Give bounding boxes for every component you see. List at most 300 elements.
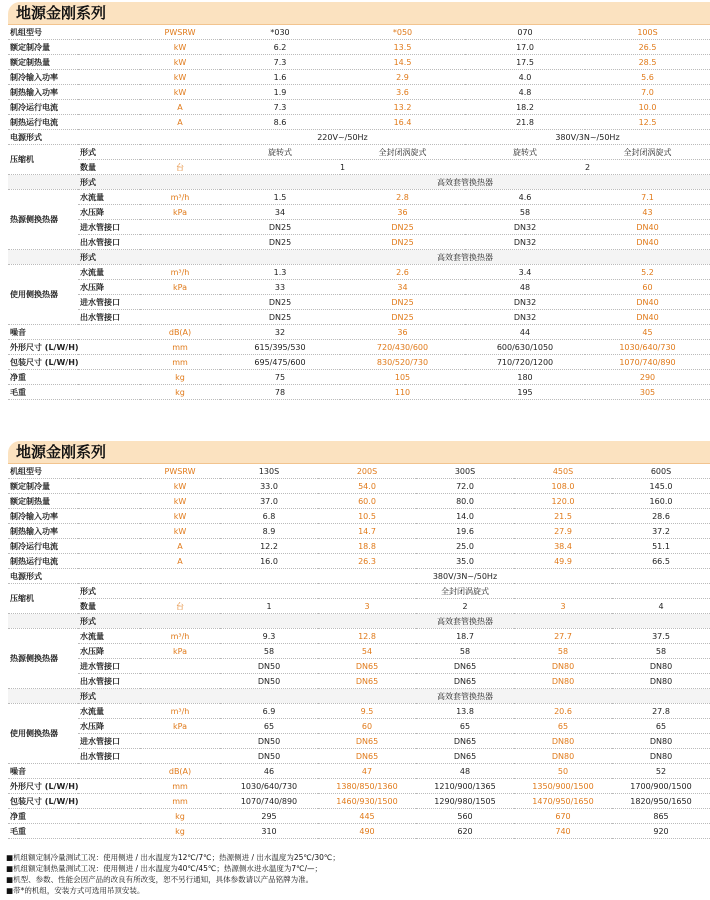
spec-row <box>8 325 710 340</box>
cell-value: 180 <box>465 370 585 385</box>
cell-value: 195 <box>465 385 585 400</box>
cell-value: 1.5 <box>220 190 340 205</box>
cell-value: 9.3 <box>220 629 318 644</box>
compressor-qty-row <box>8 160 710 175</box>
row-unit: kW <box>140 70 220 85</box>
spec-table-2 <box>8 464 710 839</box>
cell-value: 720/430/600 <box>340 340 465 355</box>
cell-value: 58 <box>416 644 514 659</box>
spec-row <box>8 494 710 509</box>
model-row <box>8 464 710 479</box>
cell-value: 620 <box>416 824 514 839</box>
power-value: 380V/3N~/50Hz <box>465 130 710 145</box>
section-1-header <box>8 2 710 25</box>
src-flow-row <box>8 629 710 644</box>
use-type-row <box>8 250 710 265</box>
spec-row <box>8 70 710 85</box>
cell-value: 12.8 <box>318 629 416 644</box>
model-label: 机组型号 <box>8 25 140 40</box>
use-type-row <box>8 689 710 704</box>
form-label: 形式 <box>78 175 140 190</box>
flow-label: 水流量 <box>78 704 140 719</box>
cell-value: 740 <box>514 824 612 839</box>
model-code: PWSRW <box>140 25 220 40</box>
flow-label: 水流量 <box>78 265 140 280</box>
compressor-type: 全封闭涡旋式 <box>220 584 710 599</box>
row-label: 制冷输入功率 <box>8 509 140 524</box>
cell-value: 10.0 <box>585 100 710 115</box>
footnote: ■机组额定制冷量测试工况：使用侧进 / 出水温度为12℃/7℃；热源侧进 / 出水温度为25℃/30℃； <box>6 853 340 862</box>
cell-value: DN25 <box>220 220 340 235</box>
spec-row <box>8 355 710 370</box>
section-2-header <box>8 441 710 464</box>
model-name: 600S <box>612 464 710 479</box>
footnotes <box>6 852 340 896</box>
cell-value: 3 <box>318 599 416 614</box>
row-label: 外形尺寸 (L/W/H) <box>8 779 140 794</box>
section-2-title: 地源金刚系列 <box>16 443 107 461</box>
cell-value: 2.6 <box>340 265 465 280</box>
cell-value: DN65 <box>318 659 416 674</box>
cell-value: 60 <box>318 719 416 734</box>
cell-value: 38.4 <box>514 539 612 554</box>
use-out-row <box>8 749 710 764</box>
footnote: ■机组额定制热量测试工况：使用侧进 / 出水温度为40℃/45℃；热源侧水进水温度为7℃/—； <box>6 864 323 873</box>
source-hx-label: 热源侧换热器 <box>8 190 78 250</box>
cell-value: 1290/980/1505 <box>416 794 514 809</box>
cell-value: 4 <box>612 599 710 614</box>
spec-row <box>8 479 710 494</box>
cell-value: DN25 <box>340 310 465 325</box>
cell-value: 18.2 <box>465 100 585 115</box>
cell-value: 26.3 <box>318 554 416 569</box>
inlet-label: 进水管接口 <box>78 659 140 674</box>
cell-value: 75 <box>220 370 340 385</box>
cell-value: 34 <box>340 280 465 295</box>
cell-value: 43 <box>585 205 710 220</box>
cell-value: 710/720/1200 <box>465 355 585 370</box>
cell-value: 16.4 <box>340 115 465 130</box>
cell-value: 830/520/730 <box>340 355 465 370</box>
cell-value: DN50 <box>220 749 318 764</box>
cell-value: 14.7 <box>318 524 416 539</box>
cell-value: 52 <box>612 764 710 779</box>
cell-value: 37.5 <box>612 629 710 644</box>
src-in-row <box>8 659 710 674</box>
cell-value: 27.9 <box>514 524 612 539</box>
inlet-label: 进水管接口 <box>78 220 140 235</box>
cell-value: DN32 <box>465 235 585 250</box>
cell-value: 54 <box>318 644 416 659</box>
row-unit: kg <box>140 824 220 839</box>
src-type-row <box>8 614 710 629</box>
cell-value: DN25 <box>220 295 340 310</box>
cell-value: 25.0 <box>416 539 514 554</box>
cell-value: 6.8 <box>220 509 318 524</box>
compressor-type: 全封闭涡旋式 <box>585 145 710 160</box>
cell-value: 37.0 <box>220 494 318 509</box>
cell-value: 78 <box>220 385 340 400</box>
flow-unit: m³/h <box>140 265 220 280</box>
cell-value: 26.5 <box>585 40 710 55</box>
row-label: 毛重 <box>8 385 140 400</box>
cell-value: 32 <box>220 325 340 340</box>
inlet-label: 进水管接口 <box>78 734 140 749</box>
row-unit: mm <box>140 779 220 794</box>
cell-value: 60 <box>585 280 710 295</box>
cell-value: 45 <box>585 325 710 340</box>
cell-value: DN40 <box>585 220 710 235</box>
cell-value: DN32 <box>465 295 585 310</box>
src-dp-row <box>8 644 710 659</box>
row-label: 外形尺寸 (L/W/H) <box>8 340 140 355</box>
cell-value: DN80 <box>514 674 612 689</box>
dp-label: 水压降 <box>78 719 140 734</box>
spec-row <box>8 100 710 115</box>
section-1-title: 地源金刚系列 <box>16 4 107 22</box>
cell-value: 44 <box>465 325 585 340</box>
row-label: 制热输入功率 <box>8 524 140 539</box>
row-unit: dB(A) <box>140 764 220 779</box>
row-unit: kW <box>140 479 220 494</box>
row-unit: kW <box>140 40 220 55</box>
row-unit: A <box>140 554 220 569</box>
cell-value: 1030/640/730 <box>585 340 710 355</box>
cell-value: DN40 <box>585 295 710 310</box>
cell-value: 36 <box>340 325 465 340</box>
qty-label: 数量 <box>78 160 140 175</box>
cell-value: DN65 <box>318 674 416 689</box>
dp-unit: kPa <box>140 280 220 295</box>
dp-label: 水压降 <box>78 205 140 220</box>
cell-value: DN65 <box>318 749 416 764</box>
row-label: 制冷运行电流 <box>8 539 140 554</box>
qty-value: 2 <box>465 160 710 175</box>
cell-value: 12.2 <box>220 539 318 554</box>
cell-value: 490 <box>318 824 416 839</box>
outlet-label: 出水管接口 <box>78 235 140 250</box>
cell-value: DN50 <box>220 659 318 674</box>
power-value: 220V~/50Hz <box>220 130 465 145</box>
cell-value: 18.8 <box>318 539 416 554</box>
cell-value: 12.5 <box>585 115 710 130</box>
outlet-label: 出水管接口 <box>78 749 140 764</box>
compressor-type: 旋转式 <box>220 145 340 160</box>
cell-value: 445 <box>318 809 416 824</box>
cell-value: DN40 <box>585 235 710 250</box>
cell-value: 865 <box>612 809 710 824</box>
cell-value: 600/630/1050 <box>465 340 585 355</box>
row-label: 制热输入功率 <box>8 85 140 100</box>
spec-table-1 <box>8 25 710 400</box>
cell-value: 670 <box>514 809 612 824</box>
cell-value: 66.5 <box>612 554 710 569</box>
hx-type: 高效套管换热器 <box>220 689 710 704</box>
cell-value: 58 <box>465 205 585 220</box>
cell-value: 4.8 <box>465 85 585 100</box>
row-label: 额定制冷量 <box>8 40 140 55</box>
cell-value: 13.2 <box>340 100 465 115</box>
form-label: 形式 <box>78 689 140 704</box>
cell-value: 1470/950/1650 <box>514 794 612 809</box>
cell-value: 1.9 <box>220 85 340 100</box>
cell-value: DN65 <box>318 734 416 749</box>
cell-value: 72.0 <box>416 479 514 494</box>
cell-value: DN32 <box>465 310 585 325</box>
compressor-type-row <box>8 145 710 160</box>
power-value: 380V/3N~/50Hz <box>220 569 710 584</box>
cell-value: DN25 <box>340 220 465 235</box>
use-hx-label: 使用侧换热器 <box>8 265 78 325</box>
cell-value: 7.3 <box>220 55 340 70</box>
footnote: ■机型、参数、性能会因产品的改良有所改变，恕不另行通知，具体参数请以产品铭牌为准。 <box>6 875 314 884</box>
cell-value: 65 <box>220 719 318 734</box>
cell-value: DN25 <box>340 295 465 310</box>
spec-row <box>8 509 710 524</box>
dp-label: 水压降 <box>78 280 140 295</box>
cell-value: 19.6 <box>416 524 514 539</box>
flow-unit: m³/h <box>140 629 220 644</box>
cell-value: 34 <box>220 205 340 220</box>
compressor-type: 旋转式 <box>465 145 585 160</box>
dp-label: 水压降 <box>78 644 140 659</box>
cell-value: 1070/740/890 <box>585 355 710 370</box>
spec-row <box>8 824 710 839</box>
cell-value: 695/475/600 <box>220 355 340 370</box>
model-name: 130S <box>220 464 318 479</box>
dp-unit: kPa <box>140 644 220 659</box>
cell-value: 8.6 <box>220 115 340 130</box>
cell-value: 13.8 <box>416 704 514 719</box>
spec-row <box>8 40 710 55</box>
qty-label: 数量 <box>78 599 140 614</box>
cell-value: 7.3 <box>220 100 340 115</box>
spec-row <box>8 115 710 130</box>
hx-type: 高效套管换热器 <box>220 250 710 265</box>
form-label: 形式 <box>78 250 140 265</box>
row-label: 包装尺寸 (L/W/H) <box>8 355 140 370</box>
cell-value: 13.5 <box>340 40 465 55</box>
dp-unit: kPa <box>140 205 220 220</box>
row-label: 额定制热量 <box>8 55 140 70</box>
cell-value: 4.6 <box>465 190 585 205</box>
cell-value: 4.0 <box>465 70 585 85</box>
cell-value: 305 <box>585 385 710 400</box>
cell-value: 1350/900/1500 <box>514 779 612 794</box>
cell-value: 1210/900/1365 <box>416 779 514 794</box>
cell-value: 9.5 <box>318 704 416 719</box>
form-label: 形式 <box>78 145 140 160</box>
outlet-label: 出水管接口 <box>78 674 140 689</box>
row-unit: A <box>140 539 220 554</box>
row-unit: dB(A) <box>140 325 220 340</box>
row-label: 噪音 <box>8 764 140 779</box>
cell-value: 33 <box>220 280 340 295</box>
cell-value: DN80 <box>612 674 710 689</box>
flow-unit: m³/h <box>140 704 220 719</box>
cell-value: 1380/850/1360 <box>318 779 416 794</box>
cell-value: 6.9 <box>220 704 318 719</box>
use-in-row <box>8 734 710 749</box>
cell-value: 10.5 <box>318 509 416 524</box>
cell-value: 1820/950/1650 <box>612 794 710 809</box>
cell-value: 28.6 <box>612 509 710 524</box>
power-label: 电源形式 <box>8 130 220 145</box>
compressor-type-row <box>8 584 710 599</box>
cell-value: 48 <box>416 764 514 779</box>
spec-section-1 <box>8 2 710 400</box>
cell-value: 6.2 <box>220 40 340 55</box>
cell-value: DN40 <box>585 310 710 325</box>
cell-value: DN80 <box>514 749 612 764</box>
cell-value: 1 <box>220 599 318 614</box>
spec-row <box>8 764 710 779</box>
cell-value: 560 <box>416 809 514 824</box>
cell-value: 54.0 <box>318 479 416 494</box>
row-label: 制冷输入功率 <box>8 70 140 85</box>
cell-value: 21.8 <box>465 115 585 130</box>
qty-unit: 台 <box>140 160 220 175</box>
cell-value: 21.5 <box>514 509 612 524</box>
row-label: 包装尺寸 (L/W/H) <box>8 794 140 809</box>
outlet-label: 出水管接口 <box>78 310 140 325</box>
cell-value: 16.0 <box>220 554 318 569</box>
cell-value: 1070/740/890 <box>220 794 318 809</box>
cell-value: 1700/900/1500 <box>612 779 710 794</box>
cell-value: DN65 <box>416 659 514 674</box>
src-out-row <box>8 235 710 250</box>
cell-value: 65 <box>416 719 514 734</box>
row-unit: kW <box>140 85 220 100</box>
use-in-row <box>8 295 710 310</box>
cell-value: 60.0 <box>318 494 416 509</box>
row-unit: kg <box>140 370 220 385</box>
cell-value: DN80 <box>612 659 710 674</box>
cell-value: DN65 <box>416 749 514 764</box>
row-unit: mm <box>140 794 220 809</box>
cell-value: 28.5 <box>585 55 710 70</box>
cell-value: 290 <box>585 370 710 385</box>
row-label: 制热运行电流 <box>8 115 140 130</box>
compressor-label: 压缩机 <box>8 145 78 175</box>
cell-value: DN80 <box>612 749 710 764</box>
cell-value: DN25 <box>220 310 340 325</box>
flow-label: 水流量 <box>78 190 140 205</box>
src-type-row <box>8 175 710 190</box>
model-name: 100S <box>585 25 710 40</box>
cell-value: 7.0 <box>585 85 710 100</box>
cell-value: DN65 <box>416 734 514 749</box>
cell-value: 1030/640/730 <box>220 779 318 794</box>
cell-value: 35.0 <box>416 554 514 569</box>
cell-value: 20.6 <box>514 704 612 719</box>
model-label: 机组型号 <box>8 464 140 479</box>
cell-value: 65 <box>514 719 612 734</box>
spec-row <box>8 554 710 569</box>
src-flow-row <box>8 190 710 205</box>
compressor-label: 压缩机 <box>8 584 78 614</box>
cell-value: 58 <box>220 644 318 659</box>
cell-value: 110 <box>340 385 465 400</box>
dp-unit: kPa <box>140 719 220 734</box>
qty-unit: 台 <box>140 599 220 614</box>
row-unit: kg <box>140 809 220 824</box>
row-label: 净重 <box>8 370 140 385</box>
flow-unit: m³/h <box>140 190 220 205</box>
spec-row <box>8 809 710 824</box>
row-label: 制热运行电流 <box>8 554 140 569</box>
model-name: 070 <box>465 25 585 40</box>
row-label: 噪音 <box>8 325 140 340</box>
cell-value: DN65 <box>416 674 514 689</box>
cell-value: 49.9 <box>514 554 612 569</box>
spec-row <box>8 385 710 400</box>
cell-value: 145.0 <box>612 479 710 494</box>
cell-value: 18.7 <box>416 629 514 644</box>
cell-value: 58 <box>612 644 710 659</box>
row-label: 毛重 <box>8 824 140 839</box>
cell-value: 105 <box>340 370 465 385</box>
footnote: ■带*的机组，安装方式可选用吊顶安装。 <box>6 886 145 895</box>
model-code: PWSRW <box>140 464 220 479</box>
hx-type: 高效套管换热器 <box>220 614 710 629</box>
cell-value: 46 <box>220 764 318 779</box>
src-dp-row <box>8 205 710 220</box>
cell-value: 5.2 <box>585 265 710 280</box>
cell-value: 3.4 <box>465 265 585 280</box>
use-out-row <box>8 310 710 325</box>
row-unit: A <box>140 115 220 130</box>
model-name: *030 <box>220 25 340 40</box>
cell-value: 310 <box>220 824 318 839</box>
cell-value: 108.0 <box>514 479 612 494</box>
use-dp-row <box>8 280 710 295</box>
cell-value: 3.6 <box>340 85 465 100</box>
cell-value: 2 <box>416 599 514 614</box>
cell-value: 1.3 <box>220 265 340 280</box>
cell-value: 27.8 <box>612 704 710 719</box>
cell-value: 37.2 <box>612 524 710 539</box>
src-out-row <box>8 674 710 689</box>
spec-row <box>8 539 710 554</box>
cell-value: 5.6 <box>585 70 710 85</box>
cell-value: 3 <box>514 599 612 614</box>
cell-value: 50 <box>514 764 612 779</box>
src-in-row <box>8 220 710 235</box>
power-row <box>8 130 710 145</box>
form-label: 形式 <box>78 614 140 629</box>
cell-value: 17.5 <box>465 55 585 70</box>
model-name: 450S <box>514 464 612 479</box>
model-name: 200S <box>318 464 416 479</box>
cell-value: 2.8 <box>340 190 465 205</box>
row-unit: kW <box>140 524 220 539</box>
flow-label: 水流量 <box>78 629 140 644</box>
row-label: 制冷运行电流 <box>8 100 140 115</box>
cell-value: 7.1 <box>585 190 710 205</box>
cell-value: 36 <box>340 205 465 220</box>
spec-section-2 <box>8 441 710 839</box>
cell-value: 1.6 <box>220 70 340 85</box>
cell-value: DN80 <box>514 659 612 674</box>
cell-value: DN25 <box>340 235 465 250</box>
source-hx-label: 热源侧换热器 <box>8 629 78 689</box>
cell-value: 33.0 <box>220 479 318 494</box>
row-unit: mm <box>140 340 220 355</box>
cell-value: DN32 <box>465 220 585 235</box>
qty-value: 1 <box>220 160 465 175</box>
power-row <box>8 569 710 584</box>
